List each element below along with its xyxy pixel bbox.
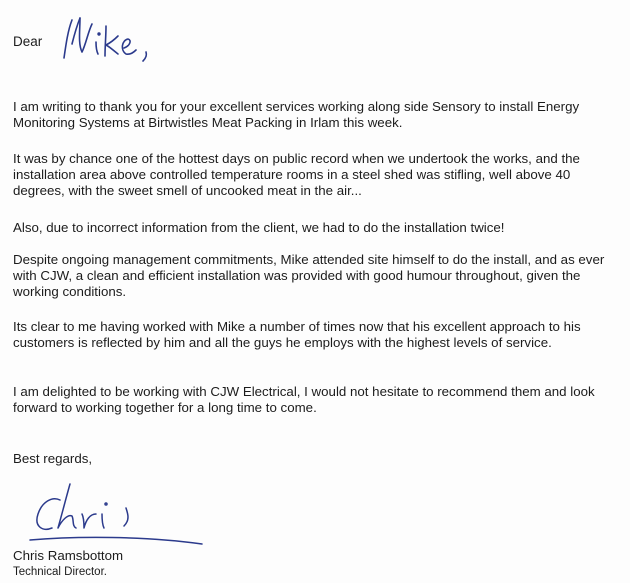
salutation: Dear [13,34,43,49]
paragraph-approach: Its clear to me having worked with Mike a number of times now that his excellent approach to his customers is reflected by him and all the guys he employs with the highest levels of service. [13,319,581,350]
paragraph-installation-twice: Also, due to incorrect information from the client, we had to do the installation twice! [13,220,505,235]
signer-name: Chris Ramsbottom [13,548,124,563]
closing: Best regards, [13,451,93,466]
paragraph-conditions: It was by chance one of the hottest days on public record when we undertook the works, and the installation area above controlled temperature rooms in a steel shed was stifling, well above 40 degrees, with the sweet smell of uncooked meat in the air... [13,151,580,198]
handwritten-recipient-name [58,14,168,64]
signer-title: Technical Director. [13,566,107,578]
paragraph-commitment: Despite ongoing management commitments, Mike attended site himself to do the install, and as ever with CJW, a clean and efficient installation was provided with good humour throughout, given the working conditions. [13,252,605,299]
paragraph-recommendation: I am delighted to be working with CJW Electrical, I would not hesitate to recommend them and look forward to working together for a long time to come. [13,384,595,415]
paragraph-thanks: I am writing to thank you for your excellent services working along side Sensory to install Energy Monitoring Systems at Birtwistles Meat Packing in Irlam this week. [13,99,580,130]
signature [26,478,216,548]
